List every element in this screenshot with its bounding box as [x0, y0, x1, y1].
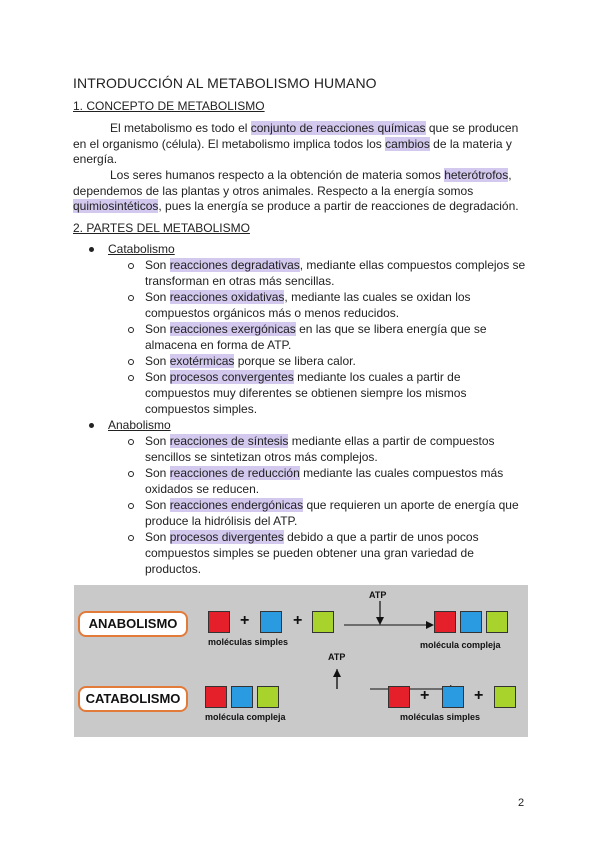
section-1-heading: 1. CONCEPTO DE METABOLISMO — [73, 99, 265, 113]
green-molecule — [494, 686, 516, 708]
atp-label: ATP — [328, 652, 346, 662]
highlight: conjunto de reacciones químicas — [250, 121, 426, 135]
metabolism-diagram — [74, 585, 528, 737]
highlight: quimiosintéticos — [73, 199, 159, 213]
section-2-heading: 2. PARTES DEL METABOLISMO — [73, 221, 250, 235]
red-molecule — [434, 611, 456, 633]
paragraph-1: El metabolismo es todo el conjunto de reacciones químicas que se producen en el organismo (célula). El metabolismo implica todos los cambios de la materia y energía. — [73, 121, 519, 166]
plus-sign: + — [420, 687, 430, 704]
blue-molecule — [460, 611, 482, 633]
green-molecule — [257, 686, 279, 708]
plus-sign: + — [474, 687, 484, 704]
page-title: INTRODUCCIÓN AL METABOLISMO HUMANO — [73, 75, 377, 91]
anabolismo-item: Son reacciones endergónicas que requieren un aporte de energía que produce la hidrólisis del ATP. — [128, 498, 528, 530]
catabolismo-item: Son exotérmicas porque se libera calor. — [128, 354, 528, 370]
anabolismo-item: Son reacciones de reducción mediante las cuales compuestos más oxidados se reducen. — [128, 466, 528, 498]
caption-simple: moléculas simples — [208, 637, 289, 647]
highlight: heterótrofos — [444, 168, 509, 182]
blue-molecule — [442, 686, 464, 708]
paragraph-2: Los seres humanos respecto a la obtención de materia somos heterótrofos, dependemos de las plantas y otros animales. Respecto a la energía somos quimiosintéticos, pues la energía se produce a partir de reacciones de degradación. — [73, 168, 519, 213]
highlight: cambios — [385, 136, 430, 151]
bullet-dot — [89, 423, 94, 428]
green-molecule — [486, 611, 508, 633]
caption-simple: moléculas simples — [400, 712, 481, 722]
page-number: 2 — [518, 797, 525, 809]
catabolismo-item: Son reacciones oxidativas, mediante las cuales se oxidan los compuestos orgánicos más o menos reducidos. — [128, 290, 528, 322]
caption-complex: molécula compleja — [420, 640, 501, 650]
plus-sign: + — [293, 612, 303, 629]
catabolismo-item: Son reacciones exergónicas en las que se libera energía que se almacena en forma de ATP. — [128, 322, 528, 354]
atp-label: ATP — [369, 590, 387, 600]
document-page: INTRODUCCIÓN AL METABOLISMO HUMANO 1. CONCEPTO DE METABOLISMO El metabolismo es todo el conjunto de reacciones químicas que se producen en el organismo (célula). El metabolismo implica todos los cambios de la materia y energía. Los seres humanos respecto a la obtención de materia somos heterótrofos, dependemos de las plantas y otros animales. Respecto a la energía somos quimiosintéticos, pues la energía se produce a partir de reacciones de degradación. 2. PARTES DEL METABOLISMO Catabolismo Son reacciones degradativas, mediante ellas compuestos complejos se transforman en otras más sencillas. Son reacciones oxidativas, mediante las cuales se oxidan los compuestos orgánicos más o menos reducidos. Son reacciones exergónicas en las que se libera energía que se almacena en forma de ATP. Son exotérmicas porque se libera calor. Son procesos convergentes mediante los cuales a partir de compuestos muy diferentes se obtienen siempre los mismos compuestos simples. Anabolismo Son reacciones de síntesis mediante ellas a partir de compuestos sencillos se sintetizan otros más complejos. Son reacciones de reducción mediante las cuales compuestos más oxidados se reducen. Son reacciones endergónicas que requieren un aporte de energía que produce la hidrólisis del ATP. Son procesos divergentes debido a que a partir de unos pocos compuestos simples se pueden obtener una gran variedad de productos. ANABOLISMO + + moléculas simples ATP molécula compleja CATABOLISMO ATP molécula compleja + + moléculas simples 2 — [0, 0, 600, 848]
blue-molecule — [231, 686, 253, 708]
red-molecule — [205, 686, 227, 708]
catabolismo-item: Son procesos convergentes mediante los cuales a partir de compuestos muy diferentes se obtienen siempre los mismos compuestos simples. — [128, 370, 528, 417]
caption-complex: molécula compleja — [205, 712, 286, 722]
plus-sign: + — [240, 612, 250, 629]
anabolismo-badge: ANABOLISMO — [78, 611, 188, 637]
catabolismo-item: Son reacciones degradativas, mediante ellas compuestos complejos se transforman en otras más sencillas. — [128, 258, 528, 290]
anabolismo-item: Son reacciones de síntesis mediante ellas a partir de compuestos sencillos se sintetizan otros más complejos. — [128, 434, 528, 466]
bullet-dot — [89, 247, 94, 252]
red-molecule — [388, 686, 410, 708]
anabolismo-item: Son procesos divergentes debido a que a partir de unos pocos compuestos simples se pueden obtener una gran variedad de productos. — [128, 530, 528, 577]
catabolismo-badge: CATABOLISMO — [78, 686, 188, 712]
